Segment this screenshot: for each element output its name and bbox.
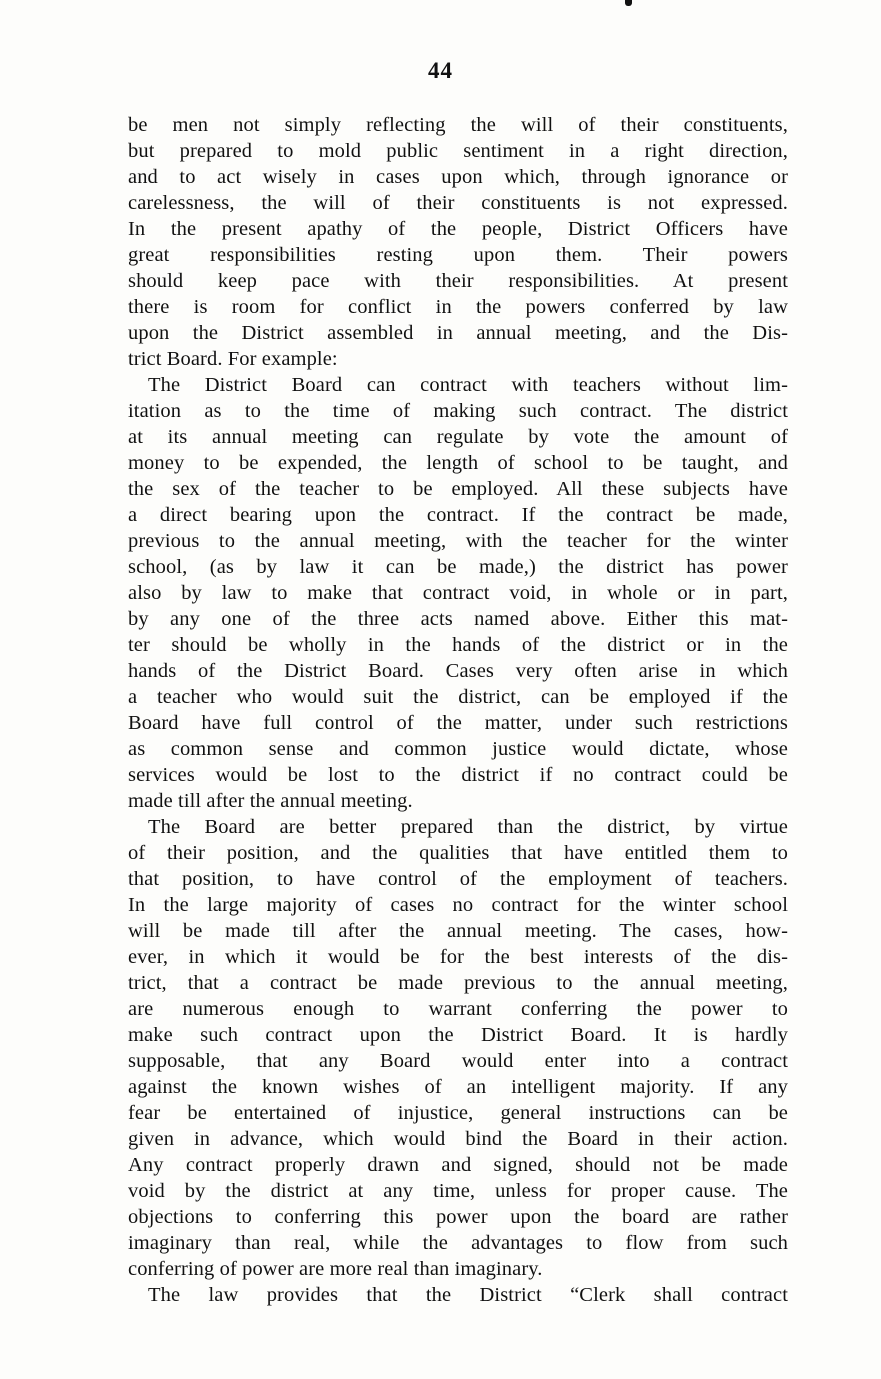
text-line: also by law to make that contract void, in whole or in part,	[128, 582, 788, 604]
text-line: services would be lost to the district if no contract could be	[128, 764, 788, 786]
text-line: given in advance, which would bind the Board in their action.	[128, 1128, 788, 1150]
text-line: at its annual meeting can regulate by vote the amount of	[128, 426, 788, 448]
text-line: great responsibilities resting upon them. Their powers	[128, 244, 788, 266]
text-line: against the known wishes of an intelligent majority. If any	[128, 1076, 788, 1098]
text-line: In the large majority of cases no contract for the winter school	[128, 894, 788, 916]
text-line: will be made till after the annual meeting. The cases, how-	[128, 920, 788, 942]
text-line: objections to conferring this power upon the board are rather	[128, 1206, 788, 1228]
text-line: are numerous enough to warrant conferring the power to	[128, 998, 788, 1020]
text-line: money to be expended, the length of school to be taught, and	[128, 452, 788, 474]
text-line: as common sense and common justice would dictate, whose	[128, 738, 788, 760]
text-line: made till after the annual meeting.	[128, 790, 413, 812]
text-line: school, (as by law it can be made,) the district has power	[128, 556, 788, 578]
text-line: trict Board. For example:	[128, 348, 338, 370]
page-number: 44	[428, 58, 453, 83]
text-line: should keep pace with their responsibilities. At present	[128, 270, 788, 292]
text-line: the sex of the teacher to be employed. All these subjects have	[128, 478, 788, 500]
text-line: of their position, and the qualities that have entitled them to	[128, 842, 788, 864]
text-line: void by the district at any time, unless for proper cause. The	[128, 1180, 788, 1202]
text-line: The law provides that the District “Clerk shall contract	[148, 1284, 788, 1306]
body-text	[128, 112, 788, 1308]
text-line: conferring of power are more real than imaginary.	[128, 1258, 543, 1280]
text-line: ter should be wholly in the hands of the district or in the	[128, 634, 788, 656]
text-line: trict, that a contract be made previous to the annual meeting,	[128, 972, 788, 994]
text-line: Board have full control of the matter, under such restrictions	[128, 712, 788, 734]
paragraph	[128, 1282, 788, 1308]
text-line: hands of the District Board. Cases very often arise in which	[128, 660, 788, 682]
text-line: Any contract properly drawn and signed, should not be made	[128, 1154, 788, 1176]
text-line: itation as to the time of making such contract. The district	[128, 400, 788, 422]
text-line: previous to the annual meeting, with the teacher for the winter	[128, 530, 788, 552]
paragraph	[128, 814, 788, 1282]
text-line: by any one of the three acts named above. Either this mat-	[128, 608, 788, 630]
text-line: carelessness, the will of their constituents is not expressed.	[128, 192, 788, 214]
text-line: fear be entertained of injustice, general instructions can be	[128, 1102, 788, 1124]
text-line: imaginary than real, while the advantages to flow from such	[128, 1232, 788, 1254]
text-line: The District Board can contract with teachers without lim-	[148, 374, 788, 396]
text-line: there is room for conflict in the powers conferred by law	[128, 296, 788, 318]
text-line: that position, to have control of the employment of teachers.	[128, 868, 788, 890]
paragraph	[128, 112, 788, 372]
text-line: and to act wisely in cases upon which, through ignorance or	[128, 166, 788, 188]
text-line: upon the District assembled in annual meeting, and the Dis-	[128, 322, 788, 344]
text-line: make such contract upon the District Board. It is hardly	[128, 1024, 788, 1046]
text-line: a teacher who would suit the district, can be employed if the	[128, 686, 788, 708]
ink-speck	[625, 0, 632, 6]
text-line: supposable, that any Board would enter into a contract	[128, 1050, 788, 1072]
paragraph	[128, 372, 788, 814]
text-line: The Board are better prepared than the district, by virtue	[148, 816, 788, 838]
text-line: but prepared to mold public sentiment in a right direction,	[128, 140, 788, 162]
text-line: a direct bearing upon the contract. If the contract be made,	[128, 504, 788, 526]
text-line: In the present apathy of the people, District Officers have	[128, 218, 788, 240]
text-line: be men not simply reflecting the will of their constituents,	[128, 114, 788, 136]
text-line: ever, in which it would be for the best interests of the dis-	[128, 946, 788, 968]
